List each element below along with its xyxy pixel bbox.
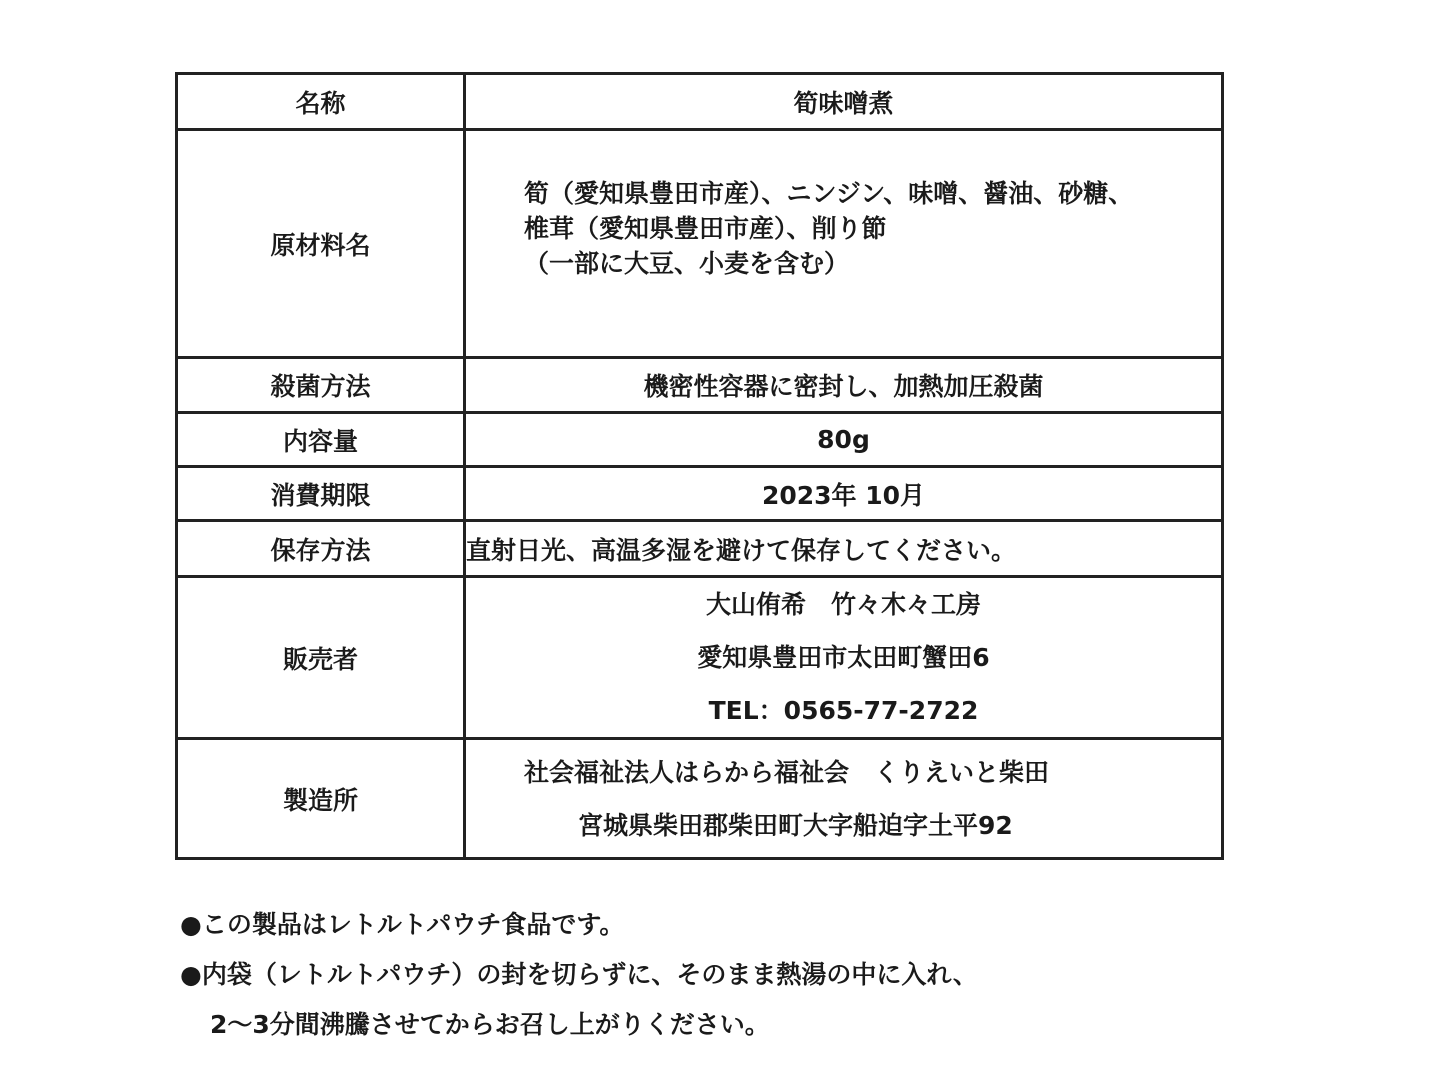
value-seller [465, 577, 1223, 739]
value-sterilization: 機密性容器に密封し、加熱加圧殺菌 [465, 358, 1223, 413]
note-heating: ●内袋（レトルトパウチ）の封を切らずに、そのまま熱湯の中に入れ、 [180, 960, 978, 989]
seller-address: 愛知県豊田市太田町蟹田6 [697, 643, 990, 672]
value-expiry: 2023年 10月 [465, 467, 1223, 521]
label-ingredients: 原材料名 [177, 130, 465, 358]
seller-phone: TEL：0565-77-2722 [708, 696, 979, 725]
note-retort: ●この製品はレトルトパウチ食品です。 [180, 910, 625, 939]
label-product-name: 名称 [177, 74, 465, 130]
ingredients-line: 椎茸（愛知県豊田市産）、削り節 [524, 214, 887, 243]
label-seller: 販売者 [177, 577, 465, 739]
manufacturer-name: 社会福祉法人はらから福祉会 くりえいと柴田 [524, 757, 1050, 787]
row-ingredients [177, 130, 1223, 358]
row-storage [177, 521, 1223, 577]
value-contents: 80g [465, 413, 1223, 467]
row-manufacturer [177, 739, 1223, 859]
ingredients-line: 筍（愛知県豊田市産）、ニンジン、味噌、醤油、砂糖、 [524, 179, 1134, 208]
ingredients-line: （一部に大豆、小麦を含む） [524, 249, 850, 278]
row-product-name [177, 74, 1223, 130]
value-ingredients [465, 130, 1223, 358]
manufacturer-address: 宮城県柴田郡柴田町大字船迫字土平92 [578, 810, 1013, 840]
row-expiry [177, 467, 1223, 521]
value-manufacturer [465, 739, 1223, 859]
note-heating-continued: 2～3分間沸騰させてからお召し上がりください。 [210, 1010, 770, 1039]
row-seller [177, 577, 1223, 739]
label-sterilization: 殺菌方法 [177, 358, 465, 413]
food-label-table [175, 72, 1224, 860]
seller-name: 大山侑希 竹々木々工房 [705, 590, 981, 619]
label-storage: 保存方法 [177, 521, 465, 577]
value-product-name: 筍味噌煮 [465, 74, 1223, 130]
label-contents: 内容量 [177, 413, 465, 467]
row-sterilization [177, 358, 1223, 413]
label-expiry: 消費期限 [177, 467, 465, 521]
row-contents [177, 413, 1223, 467]
value-storage: 直射日光、高温多湿を避けて保存してください。 [465, 521, 1223, 577]
label-manufacturer: 製造所 [177, 739, 465, 859]
notes [180, 900, 978, 1050]
